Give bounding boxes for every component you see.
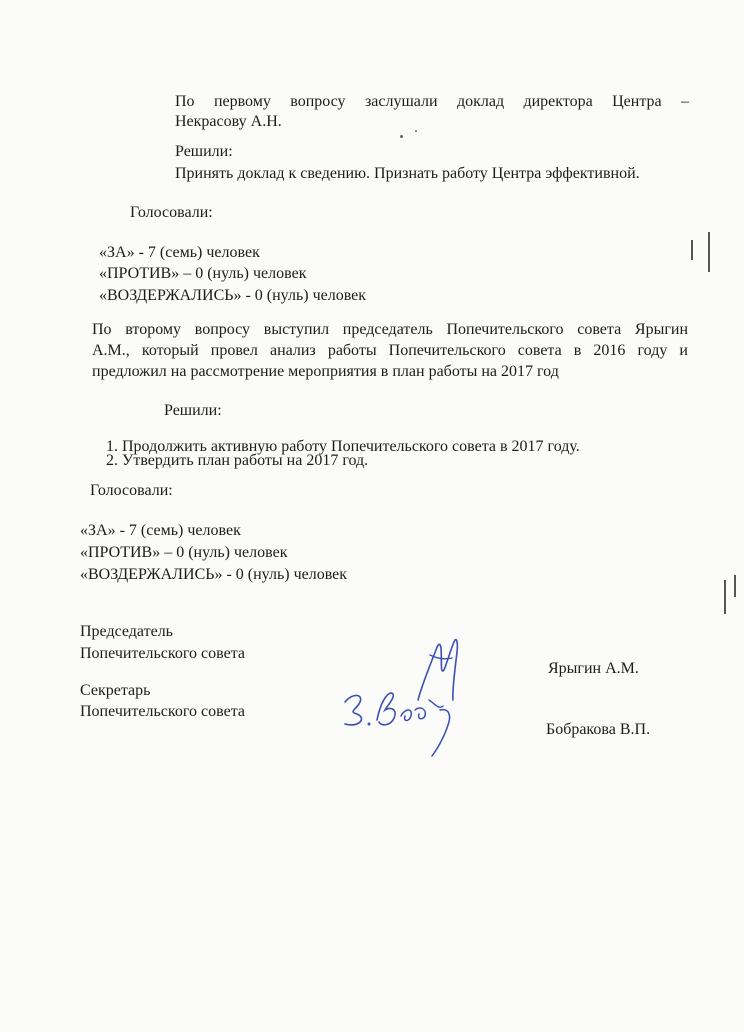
vote2-abstain: «ВОЗДЕРЖАЛИСЬ» - 0 (нуль) человек (80, 566, 348, 583)
item2-decision-1: 1. Продолжить активную работу Попечительского совета в 2017 году. (106, 438, 580, 455)
chair-name: Ярыгин А.М. (548, 660, 639, 677)
scan-speck (400, 135, 403, 138)
vote1-against: «ПРОТИВ» – 0 (нуль) человек (99, 265, 307, 282)
item2-line2: А.М., который провел анализ работы Попечительского совета в 2016 году и (92, 342, 688, 359)
item2-decision-2: 2. Утвердить план работы на 2017 год. (106, 452, 369, 469)
vote1-label: Голосовали: (130, 204, 213, 221)
vote2-for: «ЗА» - 7 (семь) человек (80, 522, 241, 539)
chair-title-2: Попечительского совета (80, 645, 245, 662)
scan-mark (734, 575, 736, 597)
vote1-abstain: «ВОЗДЕРЖАЛИСЬ» - 0 (нуль) человек (99, 287, 367, 304)
item1-line1: По первому вопросу заслушали доклад директора Центра – (175, 93, 689, 110)
secretary-title-1: Секретарь (80, 682, 151, 699)
vote1-for: «ЗА» - 7 (семь) человек (99, 244, 260, 261)
chair-title-1: Председатель (80, 623, 173, 640)
vote2-against: «ПРОТИВ» – 0 (нуль) человек (80, 544, 288, 561)
secretary-name: Бобракова В.П. (546, 721, 651, 738)
item2-line3: предложил на рассмотрение мероприятия в план работы на 2017 год (92, 363, 559, 380)
vote2-label: Голосовали: (90, 482, 173, 499)
scan-mark (724, 580, 726, 614)
item1-decision: Принять доклад к сведению. Признать работу Центра эффективной. (175, 165, 640, 182)
secretary-title-2: Попечительского совета (80, 703, 245, 720)
item1-line2: Некрасову А.Н. (175, 113, 282, 130)
item2-decided-label: Решили: (164, 402, 222, 419)
scan-mark (708, 232, 710, 272)
item1-decided-label: Решили: (175, 143, 233, 160)
secretary-signature (335, 680, 465, 740)
scan-mark (691, 240, 693, 260)
item2-line1: По второму вопросу выступил председатель Попечительского совета Ярыгин (92, 321, 688, 338)
scan-speck (415, 130, 417, 132)
